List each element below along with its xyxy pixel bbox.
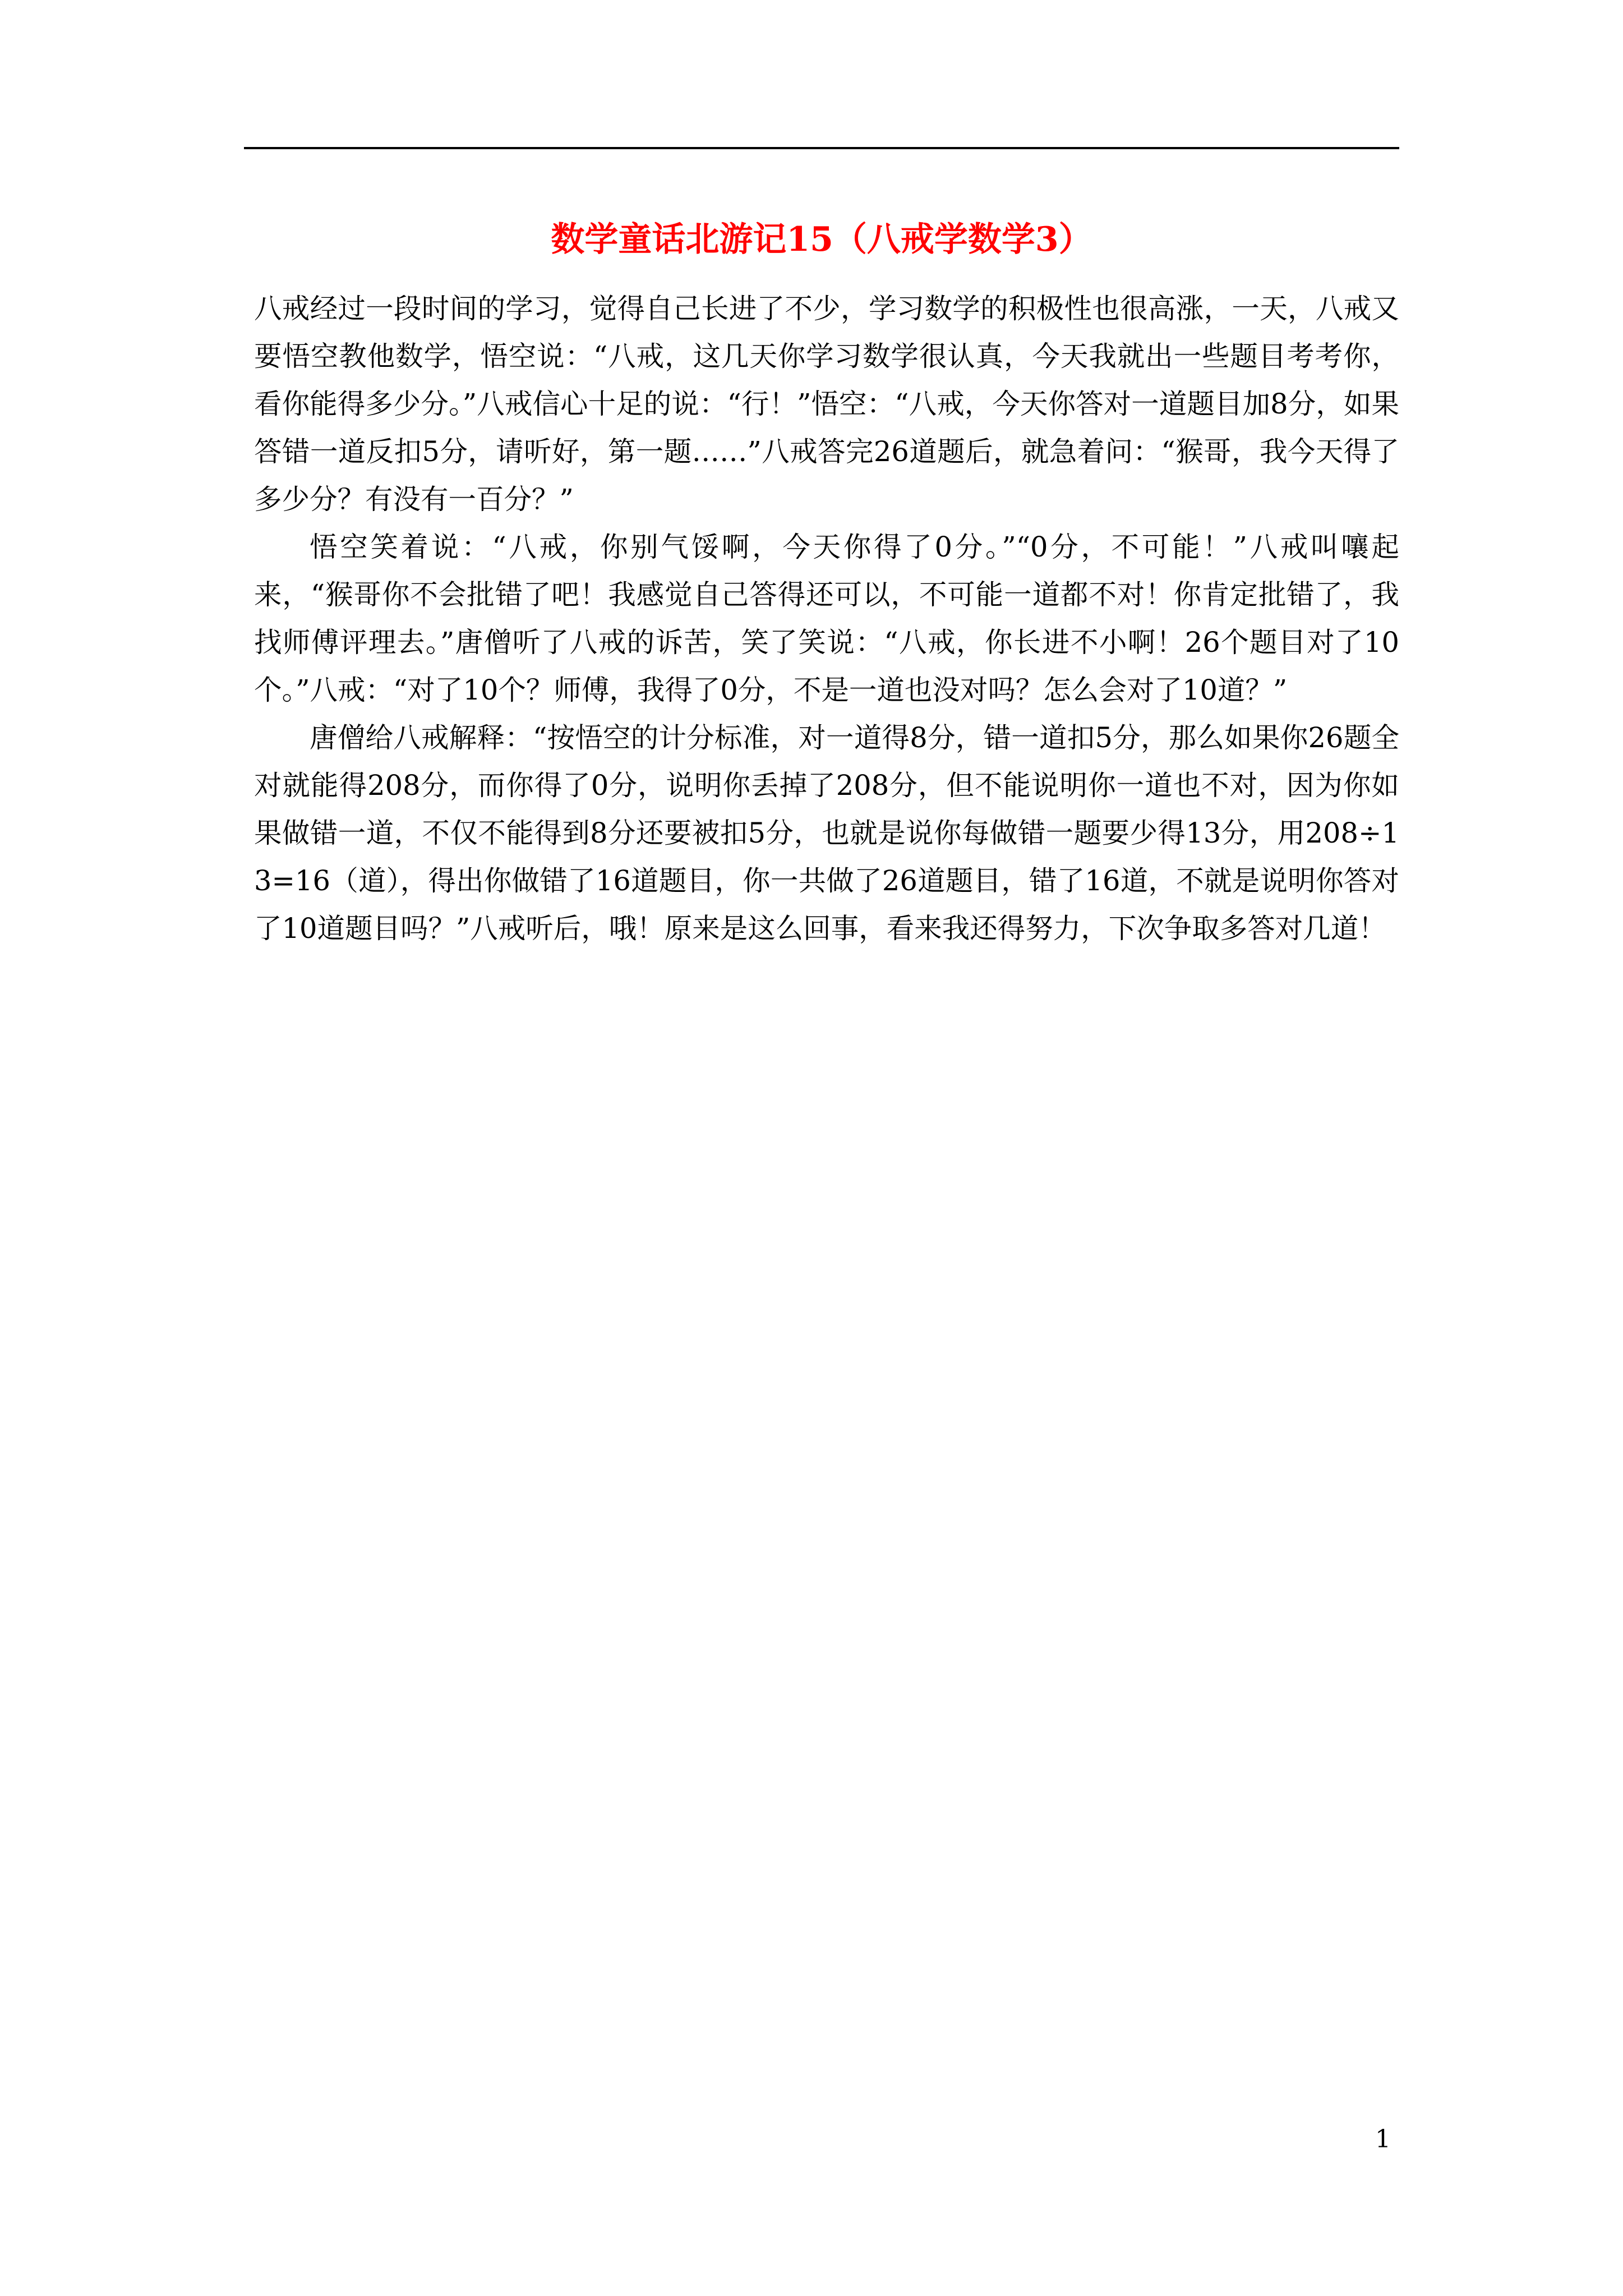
document-title: 数学童话北游记15（八戒学数学3） (551, 220, 1092, 259)
paragraph-1: 八戒经过一段时间的学习，觉得自己长进了不少，学习数学的积极性也很高涨，一天，八戒又要悟空教他数学，悟空说：“八戒，这几天你学习数学很认真，今天我就出一些题目考考你，看你能得多少分。”八戒信心十足的说：“行！”悟空：“八戒，今天你答对一道题目加8分，如果答错一道反扣5分，请听好，第一题……”八戒答完26道题后，就急着问：“猴哥，我今天得了多少分？有没有一百分？” (254, 292, 1399, 516)
header-rule (244, 147, 1399, 149)
document-body (254, 285, 1399, 953)
page-number: 1 (1375, 2125, 1391, 2154)
paragraph-2: 悟空笑着说：“八戒，你别气馁啊，今天你得了0分。”“0分，不可能！”八戒叫嚷起来，“猴哥你不会批错了吧！我感觉自己答得还可以，不可能一道都不对！你肯定批错了，我找师傅评理去。”唐僧听了八戒的诉苦，笑了笑说：“八戒，你长进不小啊！26个题目对了10个。”八戒：“对了10个？师傅，我得了0分，不是一道也没对吗？怎么会对了10道？” (254, 531, 1399, 706)
paragraph-3: 唐僧给八戒解释：“按悟空的计分标准，对一道得8分，错一道扣5分，那么如果你26题全对就能得208分，而你得了0分，说明你丢掉了208分，但不能说明你一道也不对，因为你如果做错一道，不仅不能得到8分还要被扣5分，也就是说你每做错一题要少得13分，用208÷13=16（道），得出你做错了16道题目，你一共做了26道题目，错了16道，不就是说明你答对了10道题目吗？”八戒听后，哦！原来是这么回事，看来我还得努力，下次争取多答对几道！ (254, 721, 1399, 945)
